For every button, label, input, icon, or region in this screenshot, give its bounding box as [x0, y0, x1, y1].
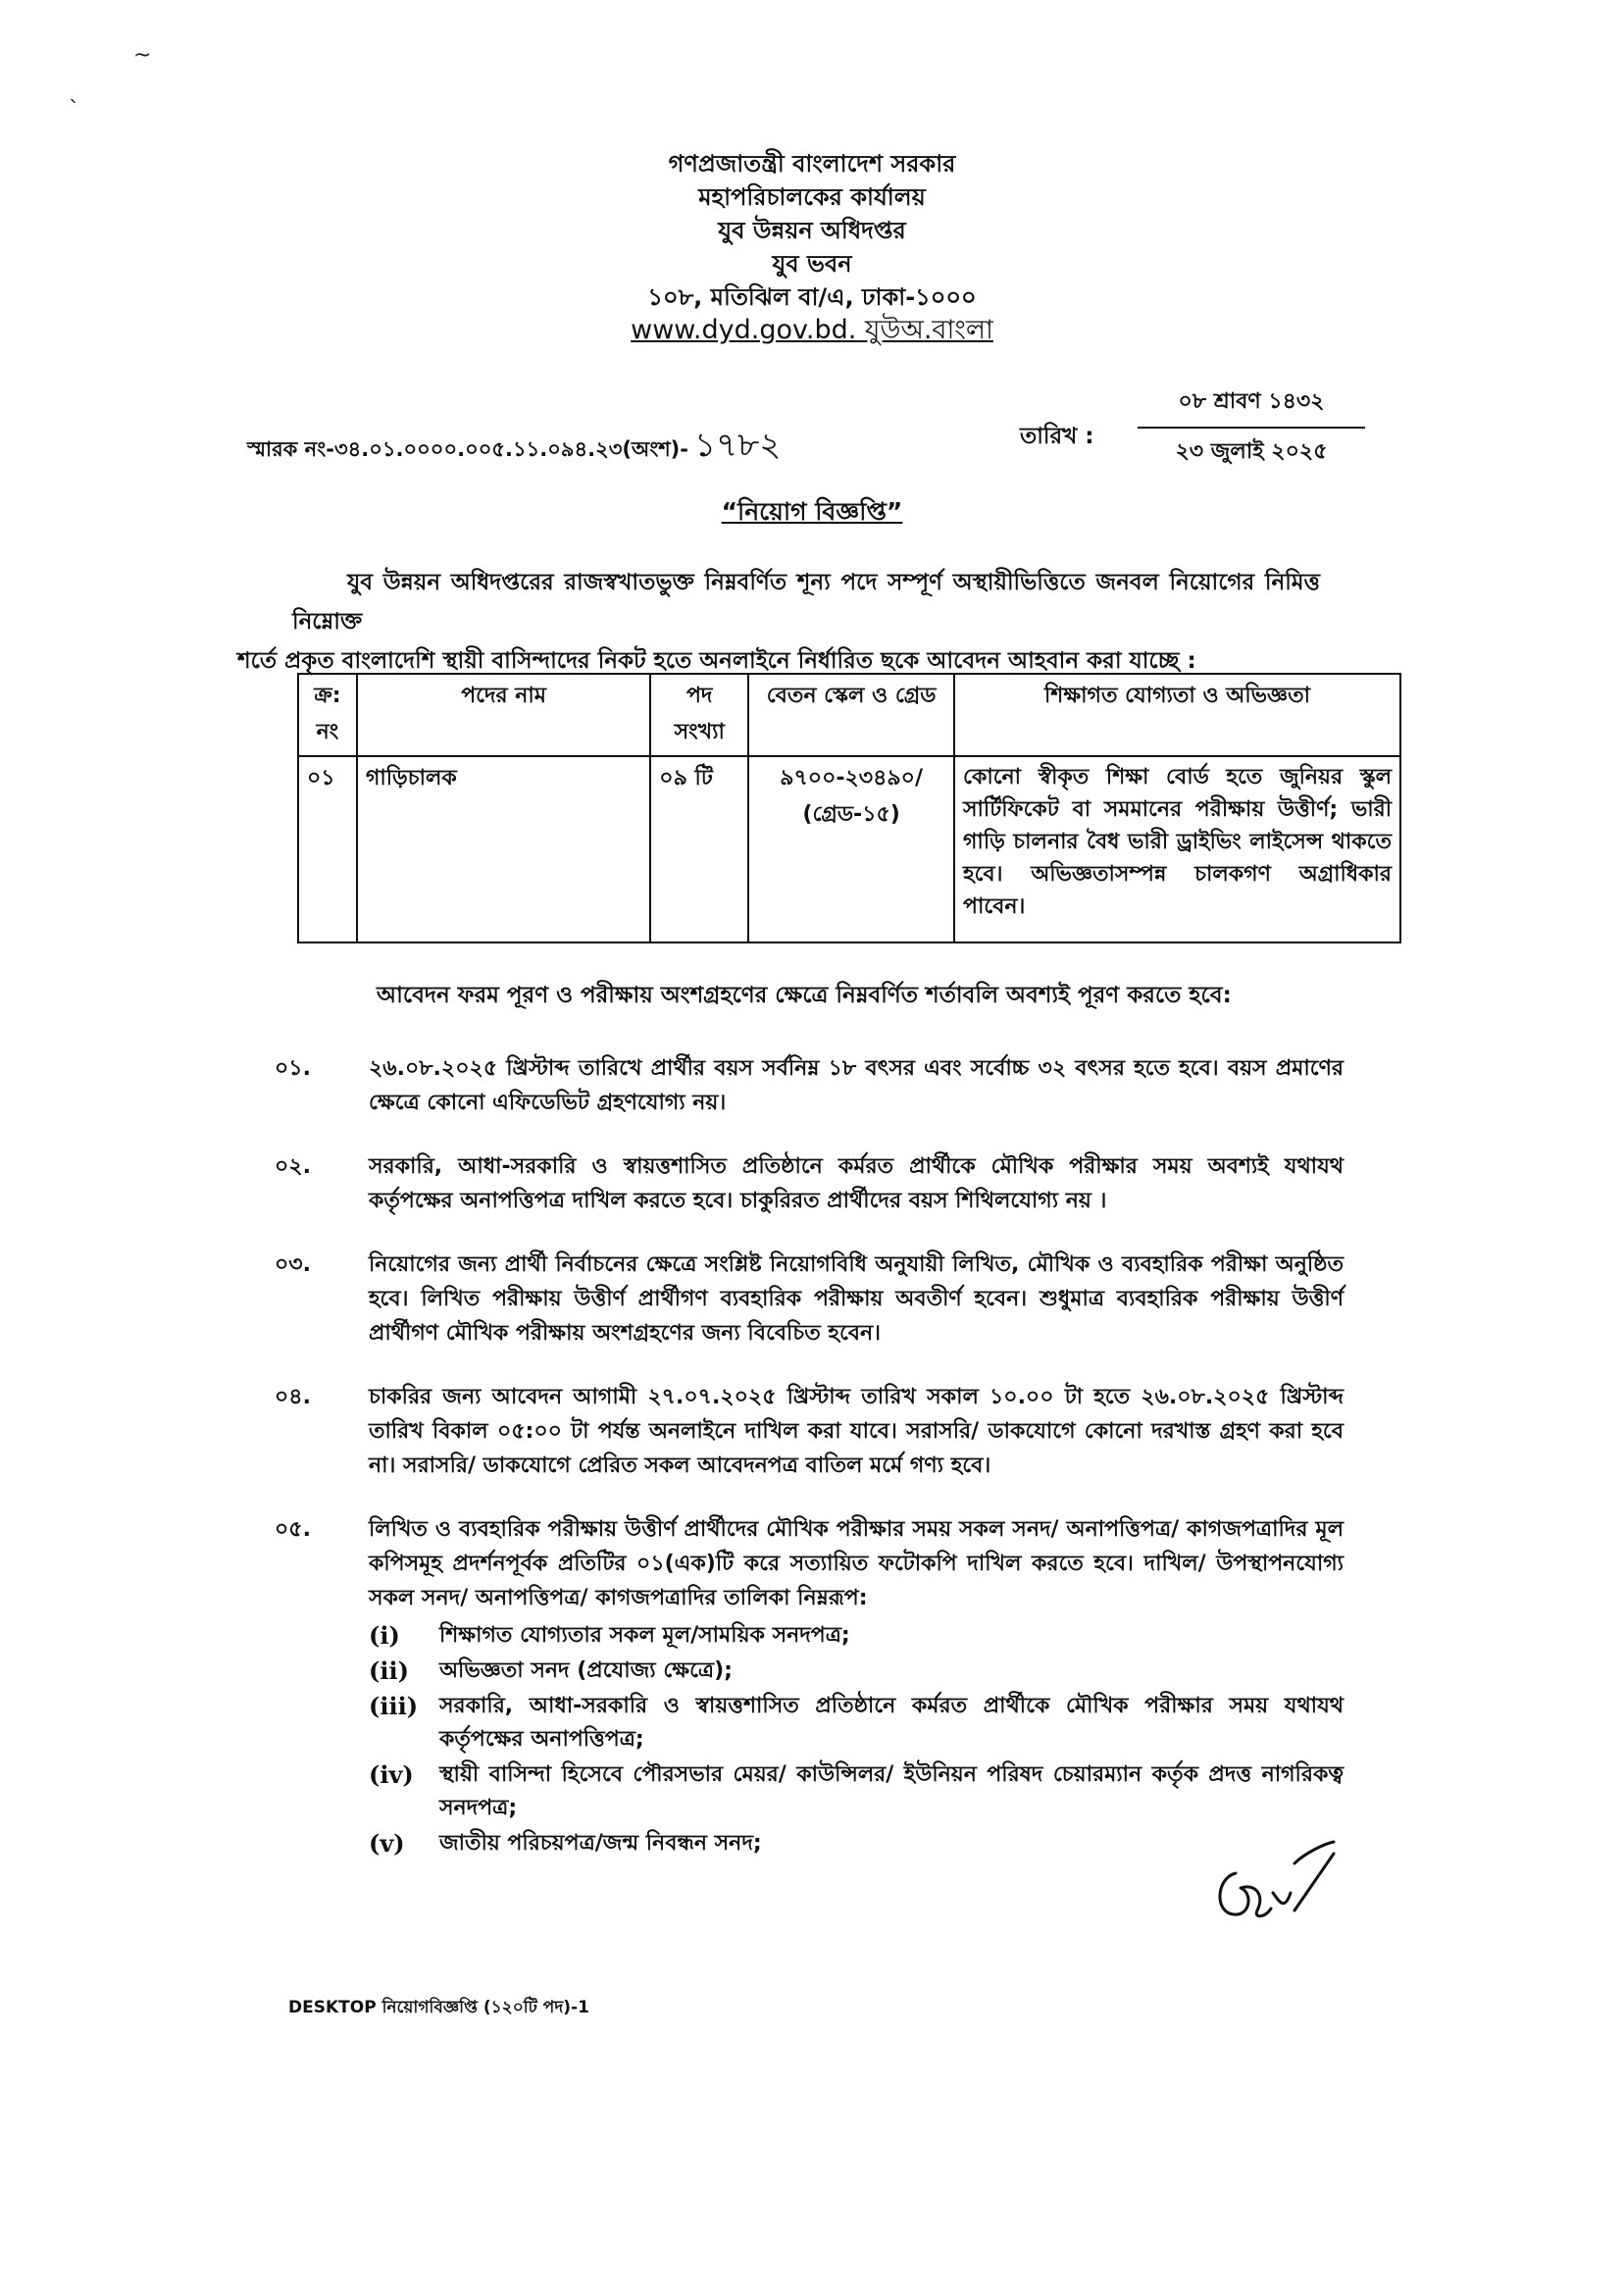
condition-item — [275, 1248, 1344, 1350]
document-number: (ii) — [369, 1656, 409, 1685]
office-name: মহাপরিচালকের কার্যালয় — [698, 183, 926, 211]
cell-serial: ০১ — [298, 756, 357, 942]
date-block — [1138, 384, 1365, 471]
notice-title — [0, 492, 1624, 535]
letterhead — [0, 147, 1624, 347]
date-bangla: ০৮ শ্রাবণ ১৪৩২ — [1138, 384, 1365, 429]
grade-value: (গ্রেড-১৫) — [802, 802, 900, 827]
cell-post-count: ০৯ টি — [650, 756, 748, 942]
table-header-row — [298, 674, 1400, 756]
scan-mark: ~ — [133, 43, 152, 68]
intro-paragraph — [237, 563, 1320, 681]
address: ১০৮, মতিঝিল বা/এ, ঢাকা-১০০০ — [647, 283, 977, 311]
header-serial: ক্র: নং — [298, 674, 357, 756]
condition-text: লিখিত ও ব্যবহারিক পরীক্ষায় উত্তীর্ণ প্রার্থীদের মৌখিক পরীক্ষার সময় সকল সনদ/ অনাপত্তিপত্র/ কাগজপত্রাদির মূল কপিসমূহ প্রদর্শনপূর্বক প্রতিটির ০১(এক)টি করে সত্যায়িত ফটোকপি দাখিল করতে হবে। দাখিল/ উপস্থাপনযোগ্য সকল সনদ/ অনাপত্তিপত্র/ কাগজপত্রাদির তালিকা নিম্নরূপ: — [369, 1517, 1344, 1610]
government-name: গণপ্রজাতন্ত্রী বাংলাদেশ সরকার — [668, 150, 956, 178]
signature-image — [1196, 1834, 1344, 1932]
header-qualification: শিক্ষাগত যোগ্যতা ও অভিজ্ঞতা — [954, 674, 1400, 756]
date-english: ২৩ জুলাই ২০২৫ — [1175, 439, 1328, 464]
website-link: www.dyd.gov.bd. যুউঅ.বাংলা — [631, 315, 993, 345]
document-number: (iv) — [369, 1760, 414, 1789]
document-text: জাতীয় পরিচয়পত্র/জন্ম নিবন্ধন সনদ; — [439, 1831, 762, 1856]
condition-text: সরকারি, আধা-সরকারি ও স্বায়ত্তশাসিত প্রতিষ্ঠানে কর্মরত প্রার্থীকে মৌখিক পরীক্ষার সময় অবশ্যই যথাযথ কর্তৃপক্ষের অনাপত্তিপত্র দাখিল করতে হবে। চাকুরিরত প্রার্থীদের বয়স শিথিলযোগ্য নয় । — [369, 1154, 1344, 1213]
cell-pay-scale — [748, 756, 954, 942]
intro-line-2: শর্তে প্রকৃত বাংলাদেশি স্থায়ী বাসিন্দাদের নিকট হতে অনলাইনে নির্ধারিত ছকে আবেদন আহবান করা যাচ্ছে : — [237, 648, 1196, 674]
condition-item — [275, 1380, 1344, 1483]
condition-number: ০২. — [275, 1154, 311, 1179]
condition-item — [275, 1512, 1344, 1860]
document-number: (iii) — [369, 1692, 419, 1720]
intro-line-1: যুব উন্নয়ন অধিদপ্তরের রাজস্বখাতভুক্ত নিম্নবর্ণিত শূন্য পদে সম্পূর্ণ অস্থায়ীভিত্তিতে জনবল নিয়োগের নিমিত্ত নিম্নোক্ত — [292, 570, 1320, 635]
conditions-list — [275, 1051, 1344, 1890]
cell-post-name: গাড়িচালক — [357, 756, 650, 942]
date-label: তারিখ : — [1020, 424, 1094, 449]
header-post-count: পদ সংখ্যা — [650, 674, 748, 756]
document-text: স্থায়ী বাসিন্দা হিসেবে পৌরসভার মেয়র/ কাউন্সিলর/ ইউনিয়ন পরিষদ চেয়ারম্যান কর্তৃক প্রদত্ত নাগরিকত্ব সনদপত্র; — [439, 1762, 1344, 1820]
memo-handwritten-number: ১৭৮২ — [693, 426, 782, 465]
header-pay-scale: বেতন স্কেল ও গ্রেড — [748, 674, 954, 756]
condition-text: চাকরির জন্য আবেদন আগামী ২৭.০৭.২০২৫ খ্রিস্টাব্দ তারিখ সকাল ১০.০০ টা হতে ২৬.০৮.২০২৫ খ্রিস্টাব্দ তারিখ বিকাল ০৫:০০ টা পর্যন্ত অনলাইনে দাখিল করা যাবে। সরাসরি/ ডাকযোগে কোনো দরখাস্ত গ্রহণ করা হবে না। সরাসরি/ ডাকযোগে প্রেরিত সকল আবেদনপত্র বাতিল মর্মে গণ্য হবে। — [369, 1385, 1344, 1478]
condition-number: ০৫. — [275, 1517, 311, 1542]
pay-scale-value: ৯৭০০-২৩৪৯০/ — [780, 766, 924, 790]
document-item — [369, 1690, 1344, 1757]
document-text: সরকারি, আধা-সরকারি ও স্বায়ত্তশাসিত প্রতিষ্ঠানে কর্মরত প্রার্থীকে মৌখিক পরীক্ষার সময় যথাযথ কর্তৃপক্ষের অনাপত্তিপত্র; — [439, 1694, 1344, 1752]
condition-item — [275, 1149, 1344, 1218]
documents-list — [369, 1619, 1344, 1860]
building-name: যুব ভবন — [772, 250, 852, 278]
condition-number: ০১. — [275, 1056, 311, 1081]
document-text: শিক্ষাগত যোগ্যতার সকল মূল/সাময়িক সনদপত্র; — [439, 1623, 850, 1648]
memo-number — [247, 420, 781, 476]
footer-file-label: DESKTOP নিয়োগবিজ্ঞপ্তি (১২০টি পদ)-1 — [288, 1998, 589, 2017]
condition-number: ০৩. — [275, 1252, 311, 1277]
memo-number-text: স্মারক নং-৩৪.০১.০০০০.০০৫.১১.০৯৪.২৩(অংশ)- — [247, 437, 688, 461]
condition-number: ০৪. — [275, 1385, 311, 1409]
notice-title-text: “নিয়োগ বিজ্ঞপ্তি” — [721, 497, 903, 526]
header-post-name: পদের নাম — [357, 674, 650, 756]
document-number: (i) — [369, 1621, 400, 1650]
scan-mark: ` — [69, 98, 79, 123]
document-item — [369, 1655, 1344, 1688]
document-item — [369, 1758, 1344, 1825]
document-text: অভিজ্ঞতা সনদ (প্রযোজ্য ক্ষেত্রে); — [439, 1658, 733, 1683]
condition-item — [275, 1051, 1344, 1120]
conditions-intro: আবেদন ফরম পূরণ ও পরীক্ষায় অংশগ্রহণের ক্ষেত্রে নিম্নবর্ণিত শর্তাবলি অবশ্যই পূরণ করতে হবে: — [377, 983, 1232, 1008]
document-number: (v) — [369, 1829, 405, 1858]
table-row — [298, 756, 1400, 942]
condition-text: ২৬.০৮.২০২৫ খ্রিস্টাব্দ তারিখে প্রার্থীর বয়স সর্বনিম্ন ১৮ বৎসর এবং সর্বোচ্চ ৩২ বৎসর হতে হবে। বয়স প্রমাণের ক্ষেত্রে কোনো এফিডেভিট গ্রহণযোগ্য নয়। — [369, 1056, 1344, 1115]
department-name: যুব উন্নয়ন অধিদপ্তর — [718, 217, 906, 244]
condition-text: নিয়োগের জন্য প্রার্থী নির্বাচনের ক্ষেত্রে সংশ্লিষ্ট নিয়োগবিধি অনুযায়ী লিখিত, মৌখিক ও ব্যবহারিক পরীক্ষা অনুষ্ঠিত হবে। লিখিত পরীক্ষায় উত্তীর্ণ প্রার্থীগণ ব্যবহারিক পরীক্ষায় অবতীর্ণ হবেন। শুধুমাত্র ব্যবহারিক পরীক্ষায় উত্তীর্ণ প্রার্থীগণ মৌখিক পরীক্ষায় অংশগ্রহণের জন্য বিবেচিত হবেন। — [369, 1252, 1344, 1346]
vacancy-table — [297, 673, 1401, 943]
cell-qualification: কোনো স্বীকৃত শিক্ষা বোর্ড হতে জুনিয়র স্কুল সার্টিফিকেট বা সমমানের পরীক্ষায় উত্তীর্ণ; ভারী গাড়ি চালনার বৈধ ভারী ড্রাইভিং লাইসেন্স থাকতে হবে। অভিজ্ঞতাসম্পন্ন চালকগণ অগ্রাধিকার পাবেন। — [954, 756, 1400, 942]
document-item — [369, 1619, 1344, 1653]
